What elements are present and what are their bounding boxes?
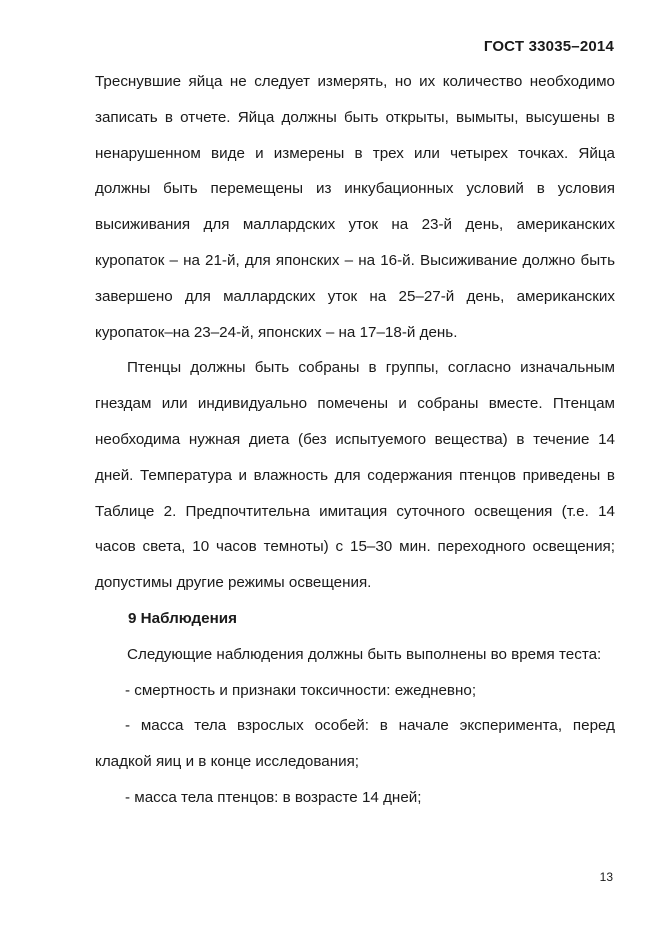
list-item-mortality: - смертность и признаки токсичности: ежедневно;	[125, 681, 477, 699]
section-heading-observations: 9 Наблюдения	[128, 609, 237, 627]
list-item-chick-body-mass: - масса тела птенцов: в возрасте 14 дней;	[125, 788, 422, 806]
page-number: 13	[599, 870, 613, 884]
document-body	[95, 64, 615, 816]
paragraph-eggs-incubation: Треснувшие яйца не следует измерять, но их количество необходимо записать в отчете. Яйца должны быть открыты, вымыты, высушены в ненарушенном виде и измерены в трех или четырех точках. Яйца должны быть перемещены из инкубационных условий в условия высиживания для маллардских уток на 23-й день, американских куропаток – на 21-й, для японских – на 16-й. Высиживание должно быть завершено для маллардских уток на 25–27-й день, американских куропаток–на 23–24-й, японских – на 17–18-й день.	[95, 73, 615, 341]
paragraph-chicks: Птенцы должны быть собраны в группы, согласно изначальным гнездам или индивидуально помечены и собраны вместе. Птенцам необходима нужная диета (без испытуемого вещества) в течение 14 дней. Температура и влажность для содержания птенцов приведены в Таблице 2. Предпочтительна имитация суточного освещения (т.е. 14 часов света, 10 часов темноты) с 15–30 мин. переходного освещения; допустимы другие режимы освещения.	[95, 359, 615, 592]
standard-header: ГОСТ 33035–2014	[483, 38, 614, 55]
list-item-adult-body-mass: - масса тела взрослых особей: в начале эксперимента, перед кладкой яиц и в конце исследования;	[95, 717, 615, 771]
paragraph-observations-intro: Следующие наблюдения должны быть выполнены во время теста:	[127, 645, 602, 663]
